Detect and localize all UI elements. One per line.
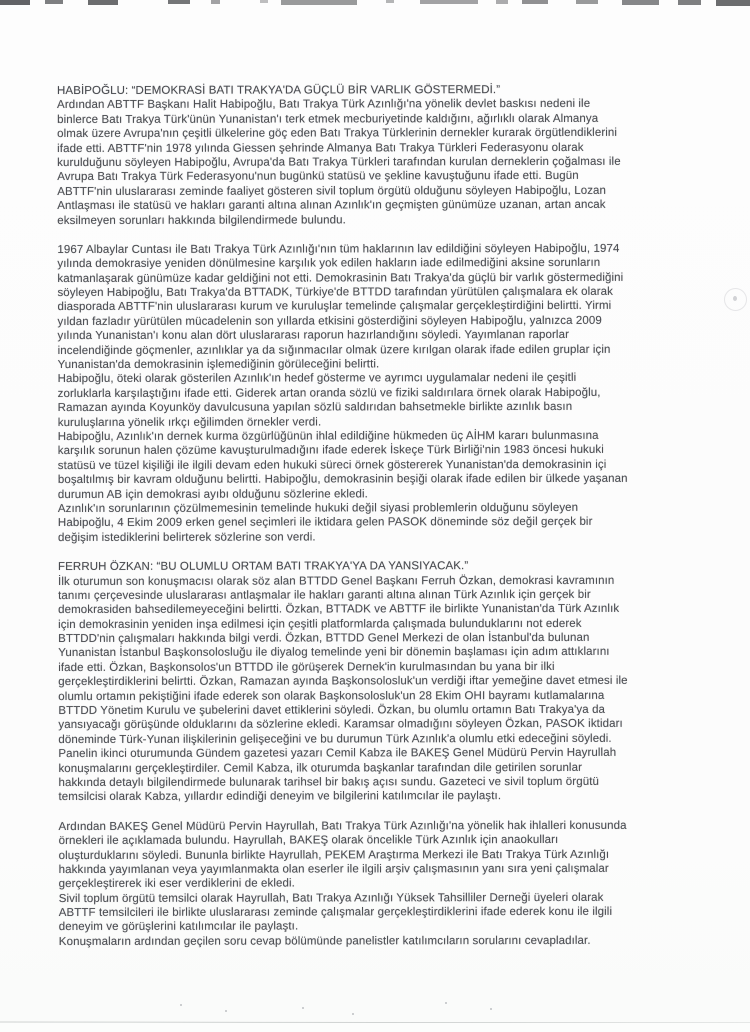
scan-mark [622, 0, 659, 5]
text-line: döneminde Türk-Yunan ilişkilerinin gelişeceğini ve bu durumun Türk Azınlık'a olumlu etki edeceğini söyledi. [58, 732, 612, 746]
paragraph-gap [59, 803, 727, 819]
text-line: Avrupa Batı Trakya Türk Federasyonu'nun bugünkü statüsü ve şekline kavuştuğunu ifade etti. Bugün [57, 170, 579, 184]
text-line: örnekleri ile açıklamada bulundu. Hayrullah, BAKEŞ olarak öncelikle Türk Azınlık için anaokulları [58, 834, 559, 848]
scan-mark [420, 0, 478, 4]
text-line: tanımı çerçevesinde uluslararası antlaşmalar ile hakları garanti altına alınan Türk Azınlık için gerçek bir [58, 588, 591, 602]
text-line: karşılık sorunun halen çözüme kavuşturulmadığını ifade ederek İskeçe Türk Birliği'nin 1983 öncesi hukuki [57, 444, 604, 458]
document-text [57, 83, 727, 950]
text-line: ifade etti. Özkan, Başkonsolos'un BTTDD ile görüşerek Dernek'in kurulmasından bu yana bir ilki [58, 660, 555, 674]
document-heading: HABİPOĞLU: “DEMOKRASİ BATI TRAKYA'DA GÜÇLÜ BİR VARLIK GÖSTERMEDİ.” [57, 84, 501, 97]
text-line: deneyim ve görüşlerini katılımcılar ile paylaştı. [58, 920, 299, 934]
text-line: İlk oturumun son konuşmacısı olarak söz alan BTTDD Genel Başkanı Ferruh Özkan, demokrasi kavramının [58, 574, 615, 588]
text-line: Habipoğlu, 4 Ekim 2009 erken genel seçimleri ile iktidara gelen PASOK döneminde söz değil gerçek bir [57, 516, 593, 530]
text-line: ifade etti. ABTTF'nin 1978 yılında Giessen şehrinde Almanya Batı Trakya Türkleri Federasyonu olarak [57, 141, 584, 155]
speck [180, 1004, 182, 1006]
scan-mark [0, 0, 30, 5]
speck [445, 1002, 447, 1004]
text-line: ABTTF temsilcileri ile birlikte uluslararası zeminde çalışmalar gerçekleştirdiklerini ifade ederek konu ile ilgili [58, 905, 613, 920]
scan-mark [522, 0, 548, 4]
text-line: hakkında detaylı bilgilendirmede bulunarak tarihsel bir bakış açısı sundu. Gazeteci ve sivil toplum örgütü [58, 775, 600, 789]
text-line: olmak üzere Avrupa'nın çeşitli ülkelerine göç eden Batı Trakya Türklerinin dernekler kurarak örgütlendiklerini [57, 126, 618, 141]
text-line: yansıyacağı görüşünde olduklarını da sözlerine ekledi. Karamsar olmadığını söyleyen Özkan, PASOK iktidarı [58, 718, 623, 732]
text-line: Yunanistan'da demokrasinin işlemediğinin görüleceğini belirtti. [57, 358, 380, 372]
text-line: Ramazan ayında Koyunköy davulcusuna yapılan sözlü saldırıdan bahsetmekle birlikte azınlık basın [57, 401, 573, 415]
text-line: gerçekleştirerek iki eser verdiklerini de ekledi. [58, 877, 295, 891]
paragraph-gap [58, 544, 726, 560]
text-line: ABTTF'nin uluslararası zeminde faaliyet gösteren sivil toplum örgütü olduğunu söyleyen Habipoğlu, Lozan [57, 184, 607, 198]
speck [225, 1010, 227, 1012]
paper-edge-margin [0, 1023, 750, 1032]
text-line: binlerce Batı Trakya Türk'ünün Yunanistan'ı terk etmek mecburiyetinde kaldığını, ağırlıklı olarak Almanya [57, 112, 599, 126]
text-line: için demokrasinin yeniden inşa edilmesi için çeşitli platformlarda çalışmada bulunduklarını not ederek [58, 617, 582, 631]
text-line: Habipoğlu, öteki olarak gösterilen Azınlık'ın hedef gösterme ve ayrımcı uygulamalar nedeni ile çeşitli [57, 372, 577, 386]
speck [302, 1007, 304, 1009]
text-line: Azınlık'ın sorunlarının çözülmemesinin temelinde hukuki değil siyasi problemlerin olduğunu söyleyen [57, 501, 579, 515]
scan-mark [260, 0, 268, 3]
scan-mark [386, 0, 394, 3]
text-line: boşaltılmış bir kavram olduğunu belirtti. Habipoğlu, demokrasinin beşiği olarak ifade edilen bir ülkede yaşanan [57, 472, 628, 487]
text-line: katmanlaşarak günümüze kadar geldiğini not etti. Demokrasinin Batı Trakya'da güçlü bir varlık göstermediğini [57, 271, 624, 285]
text-line: Ardından BAKEŞ Genel Müdürü Pervin Hayrullah, Batı Trakya Türk Azınlığı'na yönelik hak ihlalleri konusunda [58, 819, 627, 833]
scan-mark [496, 0, 508, 4]
scan-mark [45, 0, 63, 4]
scan-mark [168, 0, 190, 4]
text-line: diasporada ABTTF'nin uluslararası kurum ve kuruluşlar temelinde çalışmalar gerçekleştirdiğini belirtti. Yirmi [57, 300, 612, 314]
smudge-mark [724, 288, 747, 311]
document-heading: FERRUH ÖZKAN: “BU OLUMLU ORTAM BATI TRAKYA'YA DA YANSIYACAK.” [57, 560, 469, 574]
text-line: kuruluşlarına yönelik ırkçı eğilimden örnekler verdi. [57, 416, 322, 429]
text-line: 1967 Albaylar Cuntası ile Batı Trakya Türk Azınlığı'nın tüm haklarının lav edildiğini söyleyen Habipoğlu, 1974 [57, 242, 620, 256]
speck [352, 1013, 354, 1015]
scan-mark [211, 0, 220, 4]
scan-mark [88, 0, 118, 5]
paragraph-gap [57, 227, 725, 243]
text-line: oluşturduklarını söyledi. Bununla birlikte Hayrullah, PEKEM Araştırma Merkezi ile Batı Trakya Türk Azınlığı [58, 848, 610, 862]
text-line: Panelin ikinci oturumunda Gündem gazetesi yazarı Cemil Kabza ile BAKEŞ Genel Müdürü Pervin Hayrullah [58, 747, 617, 761]
text-line: statüsü ve tüzel kişiliği ile ilgili devam eden hukuki süreci örnek göstererek Yunanistan'da demokrasinin içi [57, 458, 607, 472]
text-line: Konuşmaların ardından geçilen soru cevap bölümünde panelistler katılımcıların sorularını cevapladılar. [58, 934, 591, 948]
scan-mark [576, 0, 598, 4]
text-line: konuşmalarını gerçekleştirdiler. Cemil Kabza, ilk oturumda başkanlar tarafından dile getirilen sorunlar [58, 761, 583, 775]
text-line: olumlu ortamın pekiştiğini ifade ederek son olarak Başkonsolosluk'un 28 Ekim OHI bayramı kutlamalarına [58, 689, 605, 703]
text-line: BTTDD Yönetim Kurulu ve şubelerini davet ettiklerini söyledi. Özkan, bu olumlu ortamın Batı Trakya'ya da [58, 703, 606, 718]
text-line: hakkında yayımlanan veya yayımlanmakta olan eserler ile ilgili arşiv çalışmasının yanı sıra yeni çalışmalar [58, 862, 609, 876]
scan-mark [281, 0, 357, 5]
text-line: Sivil toplum örgütü temsilci olarak Hayrullah, Batı Trakya Azınlığı Yüksek Tahsilliler Derneği üyeleri olarak [58, 891, 604, 905]
scan-mark [716, 0, 750, 6]
text-line: Yunanistan İstanbul Başkonsolosluğu ile diyalog temelinde yeni bir dönemin başlaması için adım attıklarını [58, 646, 610, 660]
text-line: temsilcisi olarak Kabza, yıllardır edindiği deneyim ve bilgilerini katılımcılar ile paylaştı. [58, 790, 502, 804]
text-line: Ardından ABTTF Başkanı Halit Habipoğlu, Batı Trakya Türk Azınlığı'na yönelik devlet baskısı nedeni ile [57, 98, 591, 112]
scan-mark [678, 0, 701, 5]
text-line: kurulduğunu söyleyen Habipoğlu, Avrupa'da Batı Trakya Türkleri tarafından kurulan derneklerin çoğalması ile [57, 155, 621, 169]
text-line: incelendiğinde göçmenler, azınlıklar ya da sığınmacılar olmak üzere kırılgan olarak ifade edilen gruplar için [57, 343, 611, 357]
text-line: söyleyen Habipoğlu, Batı Trakya'da BTTADK, Türkiye'de BTTDD tarafından yürütülen çalışmalara ek olarak [57, 285, 614, 300]
text-line: eksilmeyen sorunları hakkında bilgilendirmede bulundu. [57, 213, 346, 227]
text-line: BTTDD'nin çalışmaları hakkında bilgi verdi. Özkan, BTTDD Genel Merkezi de olan İstanbul'da bulunan [58, 631, 590, 646]
text-line: yıldan fazladır yürütülen mücadelenin son yıllarda etkisini gösterdiğini söyleyen Habipoğlu, yalnızca 2009 [57, 314, 602, 328]
text-line: Habipoğlu, Azınlık'ın dernek kurma özgürlüğünün ihlal edildiğine hükmeden üç AİHM kararı bulunmasına [57, 429, 599, 443]
text-line: durumun AB için demokrasi ayıbı olduğunu sözlerine ekledi. [57, 487, 368, 501]
text-line: yılında Yunanistan'ı konu alan dört uluslararası raporun hazırlandığını söyledi. Yayımlanan raporlar [57, 329, 570, 343]
text-line: değişim istediklerini belirterek sözlerine son verdi. [57, 531, 316, 544]
text-line: demokrasiden bahsedilemeyeceğini belirtti. Özkan, BTTADK ve ABTTF ile birlikte Yunanistan'da Türk Azınlık [58, 603, 620, 617]
text-line: yılında demokrasiye yeniden dönülmesine karşılık yok edilen hakların iade edilmediğini aksine sorunların [57, 257, 601, 271]
text-line: gerçekleştirdiklerini belirtti. Özkan, Ramazan ayında Başkonsolosluk'un verdiği iftar yemeğine davet etmesi ile [58, 675, 628, 689]
text-line: Antlaşması ile statüsü ve hakları garanti altına alınan Azınlık'ın geçmişten günümüze uzanan, artan ancak [57, 198, 606, 213]
speck [490, 1008, 492, 1010]
text-line: zorluklarla karşılaştığını ifade etti. Giderek artan oranda sözlü ve fiziki saldırılara örnek olarak Habipoğlu, [57, 386, 601, 400]
